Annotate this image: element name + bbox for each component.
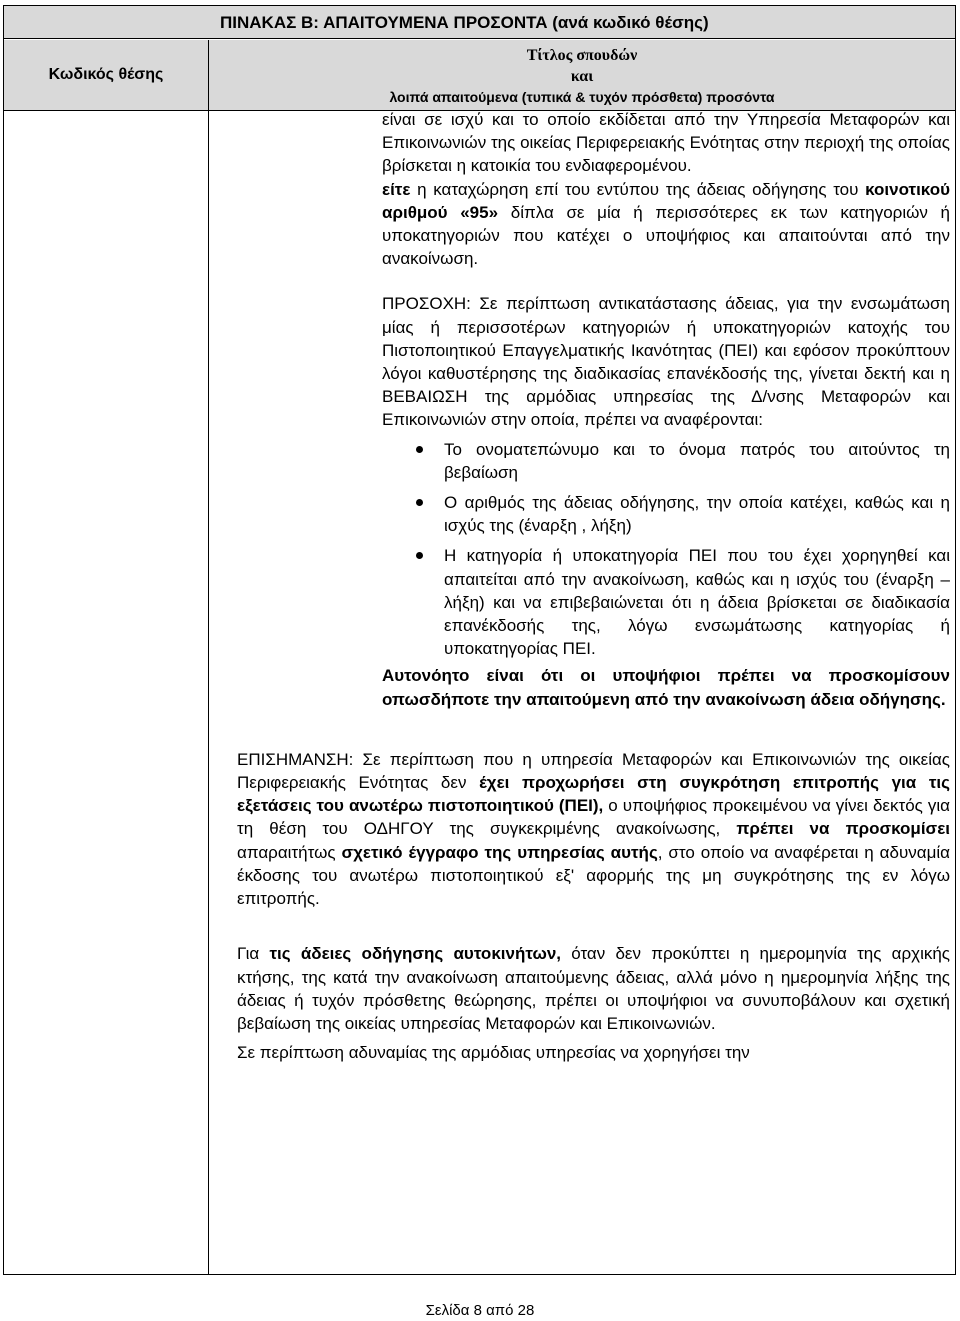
attention-text: Σε περίπτωση αντικατάστασης άδειας, για την ενσωμάτωση μίας ή περισσοτέρων κατηγοριών ή υποκατηγοριών κατοχής του Πιστοποιητικού Επαγγελματικής Ικανότητας (ΠΕΙ) και εφόσον προκύπτουν λόγοι καθυστέρησης της διαδικασίας επανέκδοσής της, γίνεται δεκτή και η ΒΕΒΑΙΩΣΗ της αρμόδιας υπηρεσίας της Δ/νσης Μεταφορών και Επικοινωνιών στην οποία, πρέπει να αναφέρονται: — [382, 294, 950, 430]
text-span: απαραιτήτως — [237, 842, 342, 862]
requirements-text — [237, 108, 950, 1064]
paragraph-validity: είναι σε ισχύ και το οποίο εκδίδεται από την Υπηρεσία Μεταφορών και Επικοινωνιών της οικείας Περιφερειακής Ενότητας στην περιοχή της οποίας βρίσκεται η κατοικία του ενδιαφερομένου. — [382, 110, 950, 176]
text-span: , στο οποίο να αναφέρεται η αδυναμία έκδοσης του ανωτέρω πιστοποιητικού εξ' αφορμής της μη συγκρότησης της εν λόγω επιτροπής. — [237, 842, 950, 909]
text-bold: πρέπει να προσκομίσει — [736, 819, 950, 839]
text-span: Για — [237, 944, 270, 964]
text-span: δίπλα σε μία ή περισσότερες εκ των κατηγοριών ή υποκατηγοριών που κατέχει ο υποψήφιος και απαιτούνται από την ανακοίνωση. — [382, 202, 950, 269]
paragraph-code95 — [382, 178, 950, 271]
list-item — [382, 438, 950, 484]
bullet-icon — [416, 446, 423, 453]
column-header-line3: λοιπά απαιτούμενα (τυπικά & τυχόν πρόσθετα) προσόντα — [389, 89, 775, 105]
bullet-icon — [416, 499, 423, 506]
paragraph-note — [237, 748, 950, 910]
code-column-cell — [4, 111, 209, 1274]
table-title: ΠΙΝΑΚΑΣ Β: ΑΠΑΙΤΟΥΜΕΝΑ ΠΡΟΣΟΝΤΑ (ανά κωδικό θέσης) — [4, 6, 955, 39]
note-label: ΕΠΙΣΗΜΑΝΣΗ: — [237, 749, 354, 769]
column-header-description — [209, 40, 955, 110]
attention-label: ΠΡΟΣΟΧΗ: — [382, 294, 471, 314]
inner-block — [382, 108, 950, 711]
text-bold: τις άδειες οδήγησης αυτοκινήτων, — [269, 944, 562, 964]
bullet-list — [382, 438, 950, 661]
list-item-text: Το ονοματεπώνυμο και το όνομα πατρός του αιτούντος τη βεβαίωση — [444, 439, 950, 482]
column-header-code: Κωδικός θέσης — [4, 40, 209, 110]
paragraph-inability: Σε περίπτωση αδυναμίας της αρμόδιας υπηρεσίας να χορηγήσει την — [237, 1043, 750, 1063]
text-span: Σε περίπτωση που η υπηρεσία Μεταφορών και Επικοινωνιών της οικείας Περιφερειακής Ενότητας δεν — [237, 749, 950, 793]
text-code95: κοινοτικού αριθμού «95» — [382, 179, 950, 222]
list-item-text: Ο αριθμός της άδειας οδήγησης, την οποία κατέχει, καθώς και η ισχύς της (έναρξη , λήξη) — [444, 493, 950, 536]
text-either: είτε — [382, 179, 411, 199]
column-header-line1: Τίτλος σπουδών — [526, 47, 638, 64]
column-header-line2: και — [570, 68, 594, 85]
list-item-text: Η κατηγορία ή υποκατηγορία ΠΕΙ που του έχει χορηγηθεί και απαιτείται από την ανακοίνωση, καθώς και η ισχύς του (έναρξη –λήξη) και να επιβεβαιώνεται ότι η άδεια βρίσκεται σε διαδικασία επανέκδοσής της, λόγω ενσωμάτωσης κατηγορίας ή υποκατηγορίας ΠΕΙ. — [444, 546, 950, 659]
table-header-row — [4, 40, 955, 111]
list-item — [382, 491, 950, 537]
text-span: όταν δεν προκύπτει η ημερομηνία της αρχικής κτήσης, της κατά την ανακοίνωση απαιτούμενης άδειας, αλλά μόνο η ημερομηνία λήξης της άδειας ή τυχόν πρόσθετης θεώρησης, πρέπει οι υποψήφιοι να συνυποβάλουν και σχετική βεβαίωση της οικείας υπηρεσίας Μεταφορών και Επικοινωνιών. — [237, 944, 950, 1033]
text-bold: σχετικό έγγραφο της υπηρεσίας αυτής — [341, 842, 658, 862]
text-span: η καταχώρηση επί του εντύπου της άδειας οδήγησης του — [410, 179, 866, 199]
paragraph-obvious: Αυτονόητο είναι ότι οι υποψήφιοι πρέπει να προσκομίσουν οπωσδήποτε την απαιτούμενη από την ανακοίνωση άδεια οδήγησης. — [382, 666, 950, 709]
page-number: Σελίδα 8 από 28 — [425, 1302, 535, 1319]
paragraph-car-licenses — [237, 942, 950, 1035]
text-span: ο υποψήφιος προκειμένου να γίνει δεκτός για τη θέση του ΟΔΗΓΟΥ της συγκεκριμένης ανακοίνωσης, — [237, 796, 950, 839]
text-bold: έχει προχωρήσει στη συγκρότηση επιτροπής για τις εξετάσεις του ανωτέρω πιστοποιητικού (ΠΕΙ), — [237, 773, 950, 816]
bullet-icon — [416, 552, 423, 559]
paragraph-attention — [382, 292, 950, 431]
list-item — [382, 544, 950, 660]
